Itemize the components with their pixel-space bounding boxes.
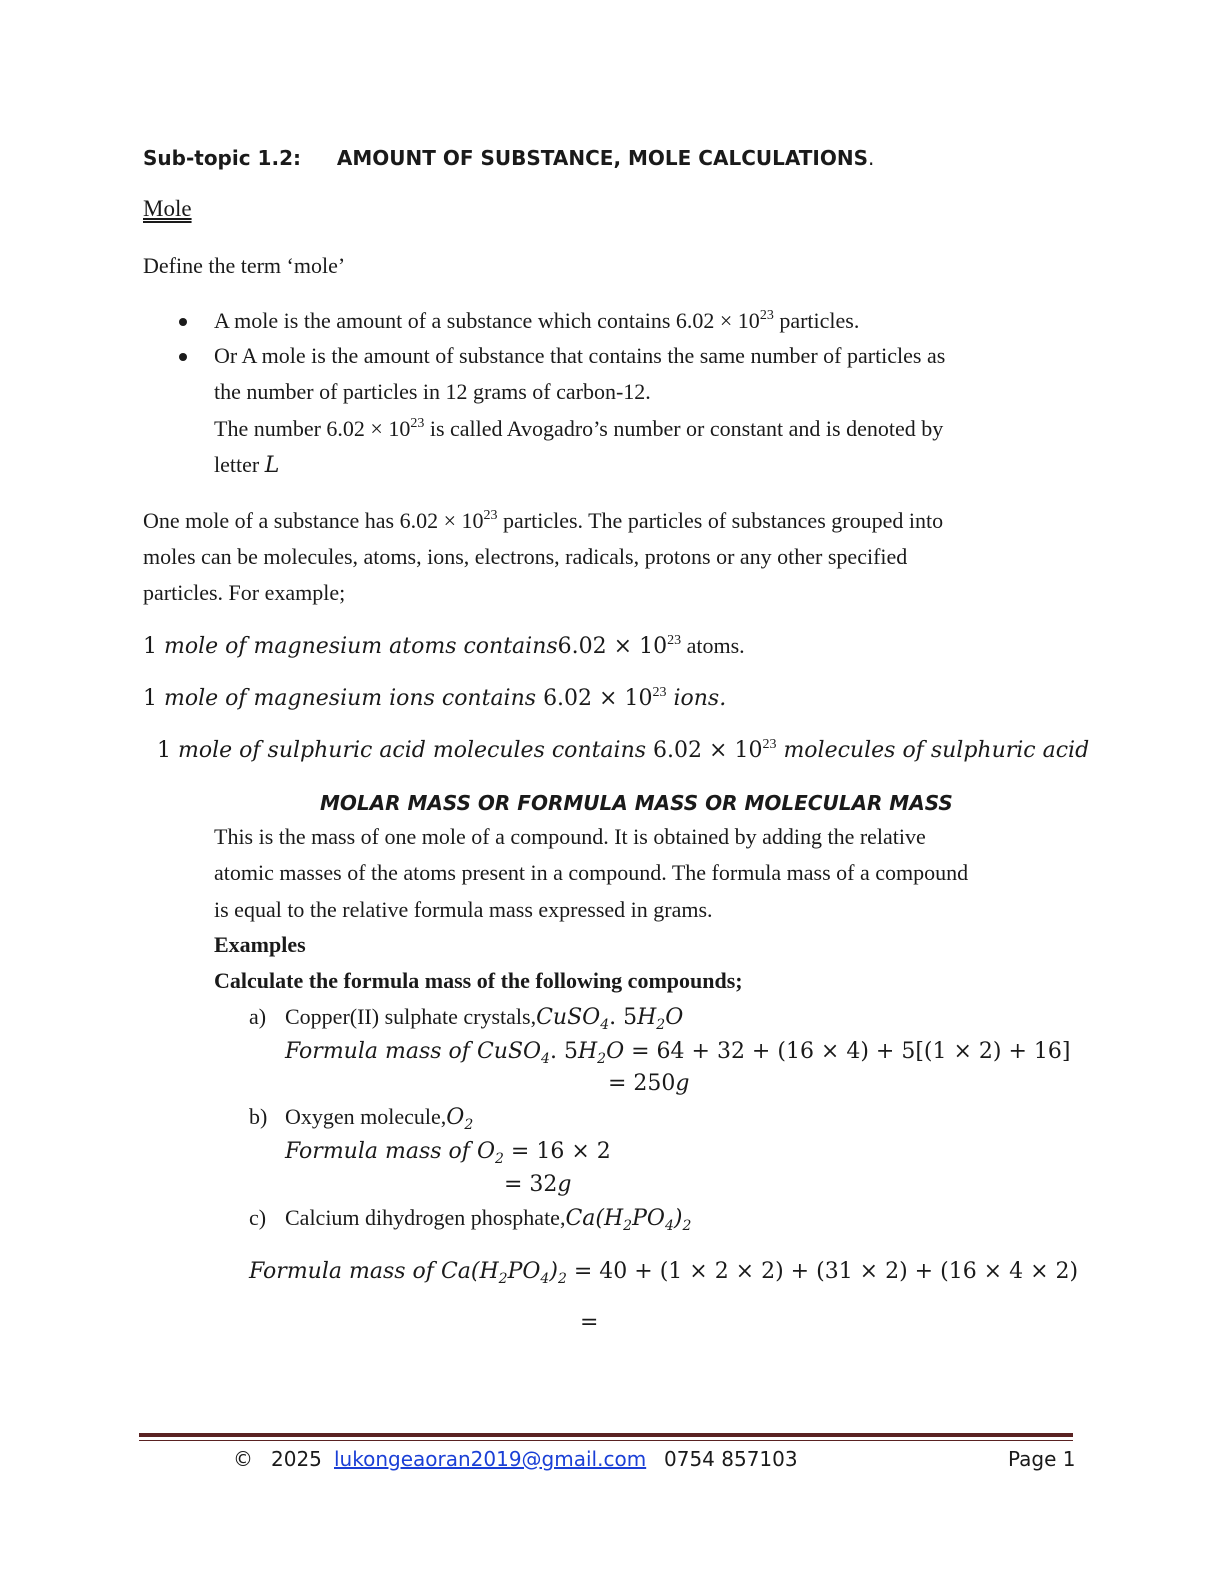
formula-label: Formula mass of bbox=[249, 1259, 441, 1284]
eq-number: 1 bbox=[143, 686, 164, 711]
para1-text: One mole of a substance has 6.02 × 10 bbox=[143, 508, 484, 533]
formula-label: Formula mass of bbox=[285, 1139, 477, 1164]
footer-page-number: Page 1 bbox=[1008, 1447, 1076, 1471]
exponent: 23 bbox=[483, 508, 498, 523]
eq-value: 6.02 × 10 bbox=[653, 738, 763, 763]
formula: $O_2$ bbox=[476, 1139, 504, 1167]
molar-line3: is equal to the relative formula mass expressed in grams. bbox=[214, 897, 713, 922]
exponent: 23 bbox=[667, 633, 682, 648]
exponent: 23 bbox=[759, 308, 774, 323]
item-b bbox=[285, 1104, 474, 1133]
avogadro-text-end: is called Avogadro’s number or constant and is denoted by bbox=[424, 416, 944, 441]
bullet-2-line4 bbox=[214, 452, 279, 478]
bullet-1-end: particles. bbox=[773, 308, 860, 333]
footer-email-link[interactable]: lukongeaoran2019@gmail.com bbox=[334, 1447, 647, 1471]
item-b-result bbox=[504, 1171, 572, 1197]
para1-line1 bbox=[143, 508, 943, 534]
water: $H_2O$ bbox=[577, 1039, 625, 1067]
formula-rhs: = 16 × 2 bbox=[503, 1139, 611, 1164]
example-eq-3 bbox=[157, 737, 1089, 763]
eq-text: mole of magnesium atoms contains bbox=[164, 634, 558, 659]
item-b-text: Oxygen molecule, bbox=[285, 1104, 447, 1129]
bullet-1 bbox=[214, 308, 859, 334]
water: $H_2O$ bbox=[637, 1005, 684, 1033]
eq-number: 1 bbox=[157, 738, 178, 763]
define-question: Define the term ‘mole’ bbox=[143, 253, 346, 278]
exponent: 23 bbox=[762, 737, 777, 752]
eq-value: 6.02 × 10 bbox=[557, 634, 668, 659]
examples-heading: Examples bbox=[214, 932, 306, 957]
section-title-mole: Mole bbox=[143, 196, 192, 221]
eq-unit: molecules of sulphuric acid bbox=[776, 738, 1090, 763]
footer-year: 2025 bbox=[271, 1447, 322, 1471]
subtopic-heading bbox=[143, 146, 874, 170]
eq-text: mole of magnesium ions contains bbox=[164, 686, 544, 711]
molar-mass-title: MOLAR MASS OR FORMULA MASS OR MOLECULAR MASS bbox=[320, 791, 953, 815]
item-a-result bbox=[608, 1070, 690, 1096]
eq-number: 1 bbox=[143, 634, 164, 659]
letter-text: letter bbox=[214, 452, 265, 477]
exponent: 23 bbox=[410, 416, 425, 431]
footer-rule-thick bbox=[139, 1433, 1073, 1437]
formula-rhs: = 40 + (1 × 2 × 2) + (31 × 2) + (16 × 4 × 2) bbox=[566, 1259, 1079, 1284]
example-eq-2 bbox=[143, 685, 726, 711]
item-c-text: Calcium dihydrogen phosphate, bbox=[285, 1205, 566, 1230]
result-value: = 250 bbox=[608, 1071, 676, 1096]
footer-rule-thin bbox=[139, 1440, 1073, 1441]
avogadro-text: The number 6.02 × 10 bbox=[214, 416, 411, 441]
bullet-dot bbox=[179, 353, 187, 361]
subtopic-period: . bbox=[868, 146, 875, 170]
dot: . 5 bbox=[609, 1005, 638, 1030]
formula-label: Formula mass of bbox=[285, 1039, 477, 1064]
item-c bbox=[285, 1205, 692, 1234]
item-a-calc bbox=[285, 1038, 1071, 1067]
para1-text-end: particles. The particles of substances grouped into bbox=[497, 508, 944, 533]
eq-value: 6.02 × 10 bbox=[543, 686, 653, 711]
item-a-text: Copper(II) sulphate crystals, bbox=[285, 1004, 537, 1029]
result-unit: g bbox=[675, 1071, 690, 1096]
dot: . 5 bbox=[549, 1039, 578, 1064]
item-c-calc bbox=[249, 1258, 1079, 1287]
eq-text: mole of sulphuric acid molecules contains bbox=[178, 738, 654, 763]
para1-line3: particles. For example; bbox=[143, 580, 346, 605]
task-heading: Calculate the formula mass of the following compounds; bbox=[214, 968, 743, 993]
item-c-result: = bbox=[580, 1310, 599, 1335]
item-a bbox=[285, 1004, 684, 1033]
subtopic-label: Sub-topic 1.2: bbox=[143, 146, 301, 170]
footer-copyright: © bbox=[233, 1447, 253, 1471]
para1-line2: moles can be molecules, atoms, ions, electrons, radicals, protons or any other specified bbox=[143, 544, 908, 569]
molar-line2: atomic masses of the atoms present in a compound. The formula mass of a compound bbox=[214, 860, 969, 885]
item-c-formula: $Ca(H_2PO_4)_2$ bbox=[565, 1206, 692, 1234]
exponent: 23 bbox=[652, 685, 667, 700]
item-b-calc bbox=[285, 1138, 611, 1167]
formula-rhs: = 64 + 32 + (16 × 4) + 5[(1 × 2) + 16] bbox=[624, 1039, 1071, 1064]
formula: $Ca(H_2PO_4)_2$ bbox=[440, 1259, 567, 1287]
result-value: = 32 bbox=[504, 1172, 558, 1197]
result-unit: g bbox=[557, 1172, 572, 1197]
bullet-dot bbox=[179, 318, 187, 326]
bullet-2-line2: the number of particles in 12 grams of carbon-12. bbox=[214, 379, 651, 404]
item-b-formula: $O_2$ bbox=[446, 1105, 474, 1133]
item-a-formula: CuSO$_4$ bbox=[536, 1005, 610, 1033]
item-c-label: c) bbox=[249, 1205, 267, 1230]
subtopic-title: AMOUNT OF SUBSTANCE, MOLE CALCULATIONS bbox=[336, 146, 869, 170]
example-eq-1 bbox=[143, 633, 745, 659]
footer-phone: 0754 857103 bbox=[664, 1447, 798, 1471]
bullet-1-text: A mole is the amount of a substance which contains 6.02 × 10 bbox=[214, 308, 760, 333]
item-b-label: b) bbox=[249, 1104, 268, 1129]
avogadro-symbol: L bbox=[264, 453, 280, 478]
item-a-label: a) bbox=[249, 1004, 267, 1029]
bullet-2-line3 bbox=[214, 416, 943, 442]
formula: CuSO$_4$ bbox=[476, 1039, 550, 1067]
eq-unit: ions. bbox=[666, 686, 727, 711]
bullet-2-line1: Or A mole is the amount of substance that contains the same number of particles as bbox=[214, 343, 946, 368]
eq-unit: atoms. bbox=[681, 633, 745, 658]
molar-line1: This is the mass of one mole of a compound. It is obtained by adding the relative bbox=[214, 824, 926, 849]
